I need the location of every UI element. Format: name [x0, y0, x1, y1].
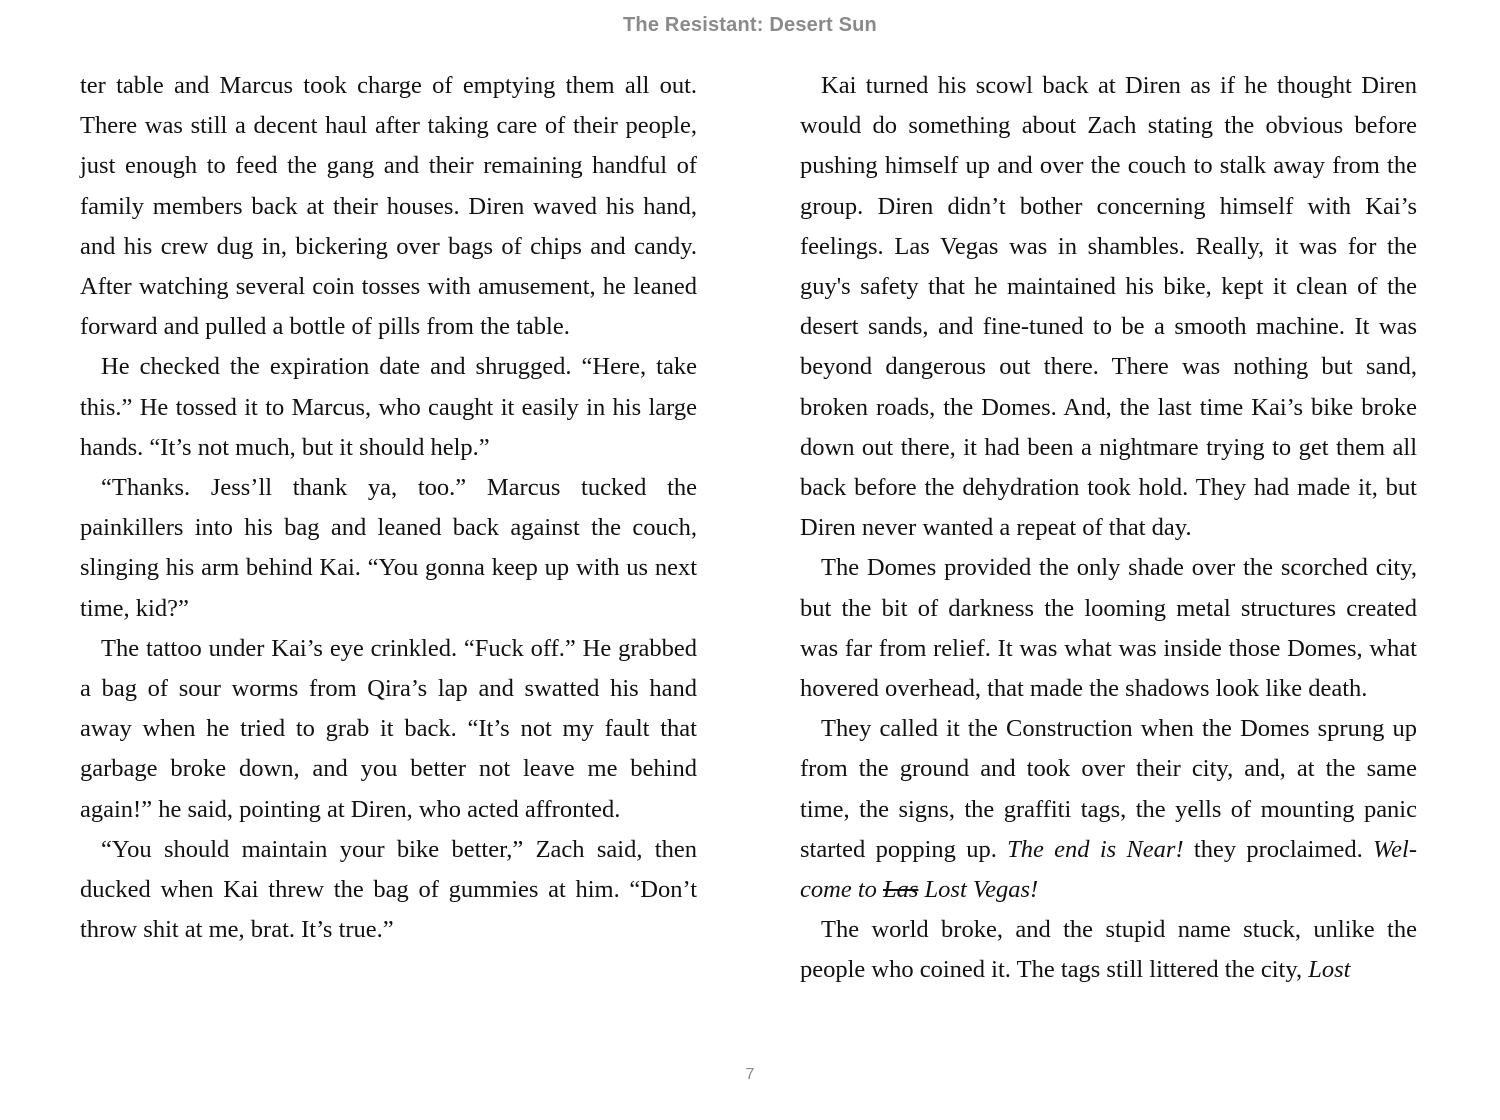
paragraph: [800, 910, 1417, 990]
right-page: [800, 66, 1417, 991]
page-number: 7: [745, 1066, 755, 1083]
italic-text: Lost: [1308, 956, 1351, 984]
strikethrough-text: Las: [883, 876, 919, 904]
paragraph-text: The world broke, and the stupid name stuck, unlike the people who coined it. The tags still littered the city,: [800, 916, 1417, 984]
paragraph: “Thanks. Jess’ll thank ya, too.” Marcus tucked the painkillers into his bag and leaned back against the couch, slinging his arm behind Kai. “You gonna keep up with us next time, kid?”: [80, 474, 697, 622]
book-title: The Resistant: Desert Sun: [623, 14, 877, 36]
italic-text: Lost Vegas!: [924, 876, 1039, 904]
left-page: [80, 66, 697, 950]
paragraph: He checked the expiration date and shrugged. “Here, take this.” He tossed it to Marcus, who caught it easily in his large hands. “It’s not much, but it should help.”: [80, 353, 697, 461]
italic-text: Welcome to: [800, 835, 1418, 904]
paragraph-text: they proclaimed.: [1193, 835, 1363, 863]
paragraph: The Domes provided the only shade over the scorched city, but the bit of darkness the looming metal structures created was far from relief. It was what was inside those Domes, what hovered overhead, that made the shadows look like death.: [800, 554, 1417, 703]
paragraph: ter table and Marcus took charge of emptying them all out. There was still a decent haul after taking care of their people, just enough to feed the gang and their remaining handful of family members back at their houses. Diren waved his hand, and his crew dug in, bickering over bags of chips and candy. After watching several coin tosses with amusement, he leaned forward and pulled a bottle of pills from the table.: [80, 72, 697, 341]
italic-text: The end is Near!: [1007, 835, 1184, 863]
paragraph: [800, 709, 1417, 910]
paragraph-text: They called it the Construction when the Domes sprung up from the ground and took over their city, and, at the same time, the signs, the graffiti tags, the yells of mounting panic started popping up.: [800, 715, 1417, 863]
paragraph: “You should maintain your bike better,” Zach said, then ducked when Kai threw the bag of gummies at him. “Don’t throw shit at me, brat. It’s true.”: [80, 835, 697, 944]
paragraph: The tattoo under Kai’s eye crinkled. “Fuck off.” He grabbed a bag of sour worms from Qira’s lap and swatted his hand away when he tried to grab it back. “It’s not my fault that garbage broke down, and you better not leave me behind again!” he said, pointing at Diren, who acted affronted.: [80, 634, 697, 823]
paragraph: Kai turned his scowl back at Diren as if he thought Diren would do something about Zach stating the obvious before pushing himself up and over the couch to stalk away from the group. Diren didn’t bother concerning himself with Kai’s feelings. Las Vegas was in shambles. Really, it was for the guy's safety that he maintained his bike, kept it clean of the desert sands, and fine-tuned to be a smooth machine. It was beyond dangerous out there. There was nothing but sand, broken roads, the Domes. And, the last time Kai’s bike broke down out there, it had been a nightmare trying to get them all back before the dehydration took hold. They had made it, but Diren never wanted a repeat of that day.: [800, 72, 1417, 542]
